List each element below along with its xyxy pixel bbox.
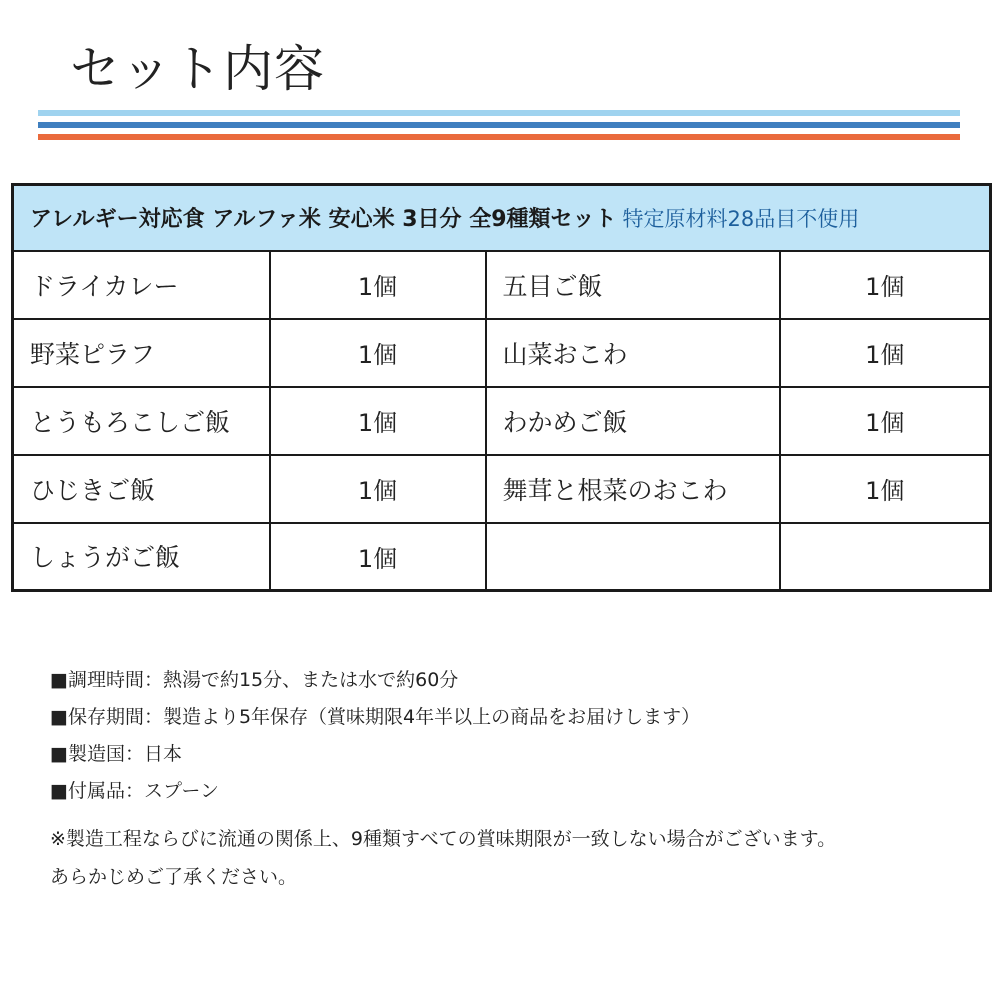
item-quantity: 1個	[780, 319, 991, 387]
item-name: 山菜おこわ	[486, 319, 780, 387]
item-name: 舞茸と根菜のおこわ	[486, 455, 780, 523]
decorative-stripe-blue	[38, 122, 960, 128]
item-name: 野菜ピラフ	[13, 319, 270, 387]
item-name-empty	[486, 523, 780, 591]
table-row	[13, 387, 991, 455]
item-name: とうもろこしご飯	[13, 387, 270, 455]
table-header-title: アレルギー対応食 アルファ米 安心米 3日分 全9種類セット	[30, 207, 617, 233]
table-header-allergen-note: 特定原材料28品目不使用	[622, 207, 860, 232]
set-contents-table	[11, 183, 992, 592]
note-line: あらかじめご了承ください。	[50, 866, 298, 888]
table-row	[13, 523, 991, 591]
decorative-stripe-light-blue	[38, 110, 960, 116]
table-row	[13, 251, 991, 319]
item-quantity: 1個	[780, 455, 991, 523]
item-name: 五目ご飯	[486, 251, 780, 319]
note-line: ※製造工程ならびに流通の関係上、9種類すべての賞味期限が一致しない場合がございます。	[50, 828, 837, 850]
info-storage-period: ■保存期間：製造より5年保存（賞味期限4年半以上の商品をお届けします）	[50, 706, 701, 728]
page-title: セット内容	[70, 40, 325, 98]
item-quantity: 1個	[780, 387, 991, 455]
item-name: ドライカレー	[13, 251, 270, 319]
item-quantity: 1個	[780, 251, 991, 319]
expiry-note	[50, 820, 970, 896]
item-quantity: 1個	[270, 523, 486, 591]
item-quantity-empty	[780, 523, 991, 591]
item-name: しょうがご飯	[13, 523, 270, 591]
product-info-list	[50, 662, 970, 810]
item-quantity: 1個	[270, 319, 486, 387]
info-accessories: ■付属品：スプーン	[50, 780, 220, 802]
item-name: わかめご飯	[486, 387, 780, 455]
item-quantity: 1個	[270, 251, 486, 319]
item-quantity: 1個	[270, 455, 486, 523]
info-country-of-manufacture: ■製造国：日本	[50, 743, 182, 765]
item-quantity: 1個	[270, 387, 486, 455]
item-name: ひじきご飯	[13, 455, 270, 523]
table-header	[13, 185, 991, 251]
decorative-stripe-orange	[38, 134, 960, 140]
table-row	[13, 455, 991, 523]
info-cooking-time: ■調理時間：熱湯で約15分、または水で約60分	[50, 669, 459, 691]
table-row	[13, 319, 991, 387]
